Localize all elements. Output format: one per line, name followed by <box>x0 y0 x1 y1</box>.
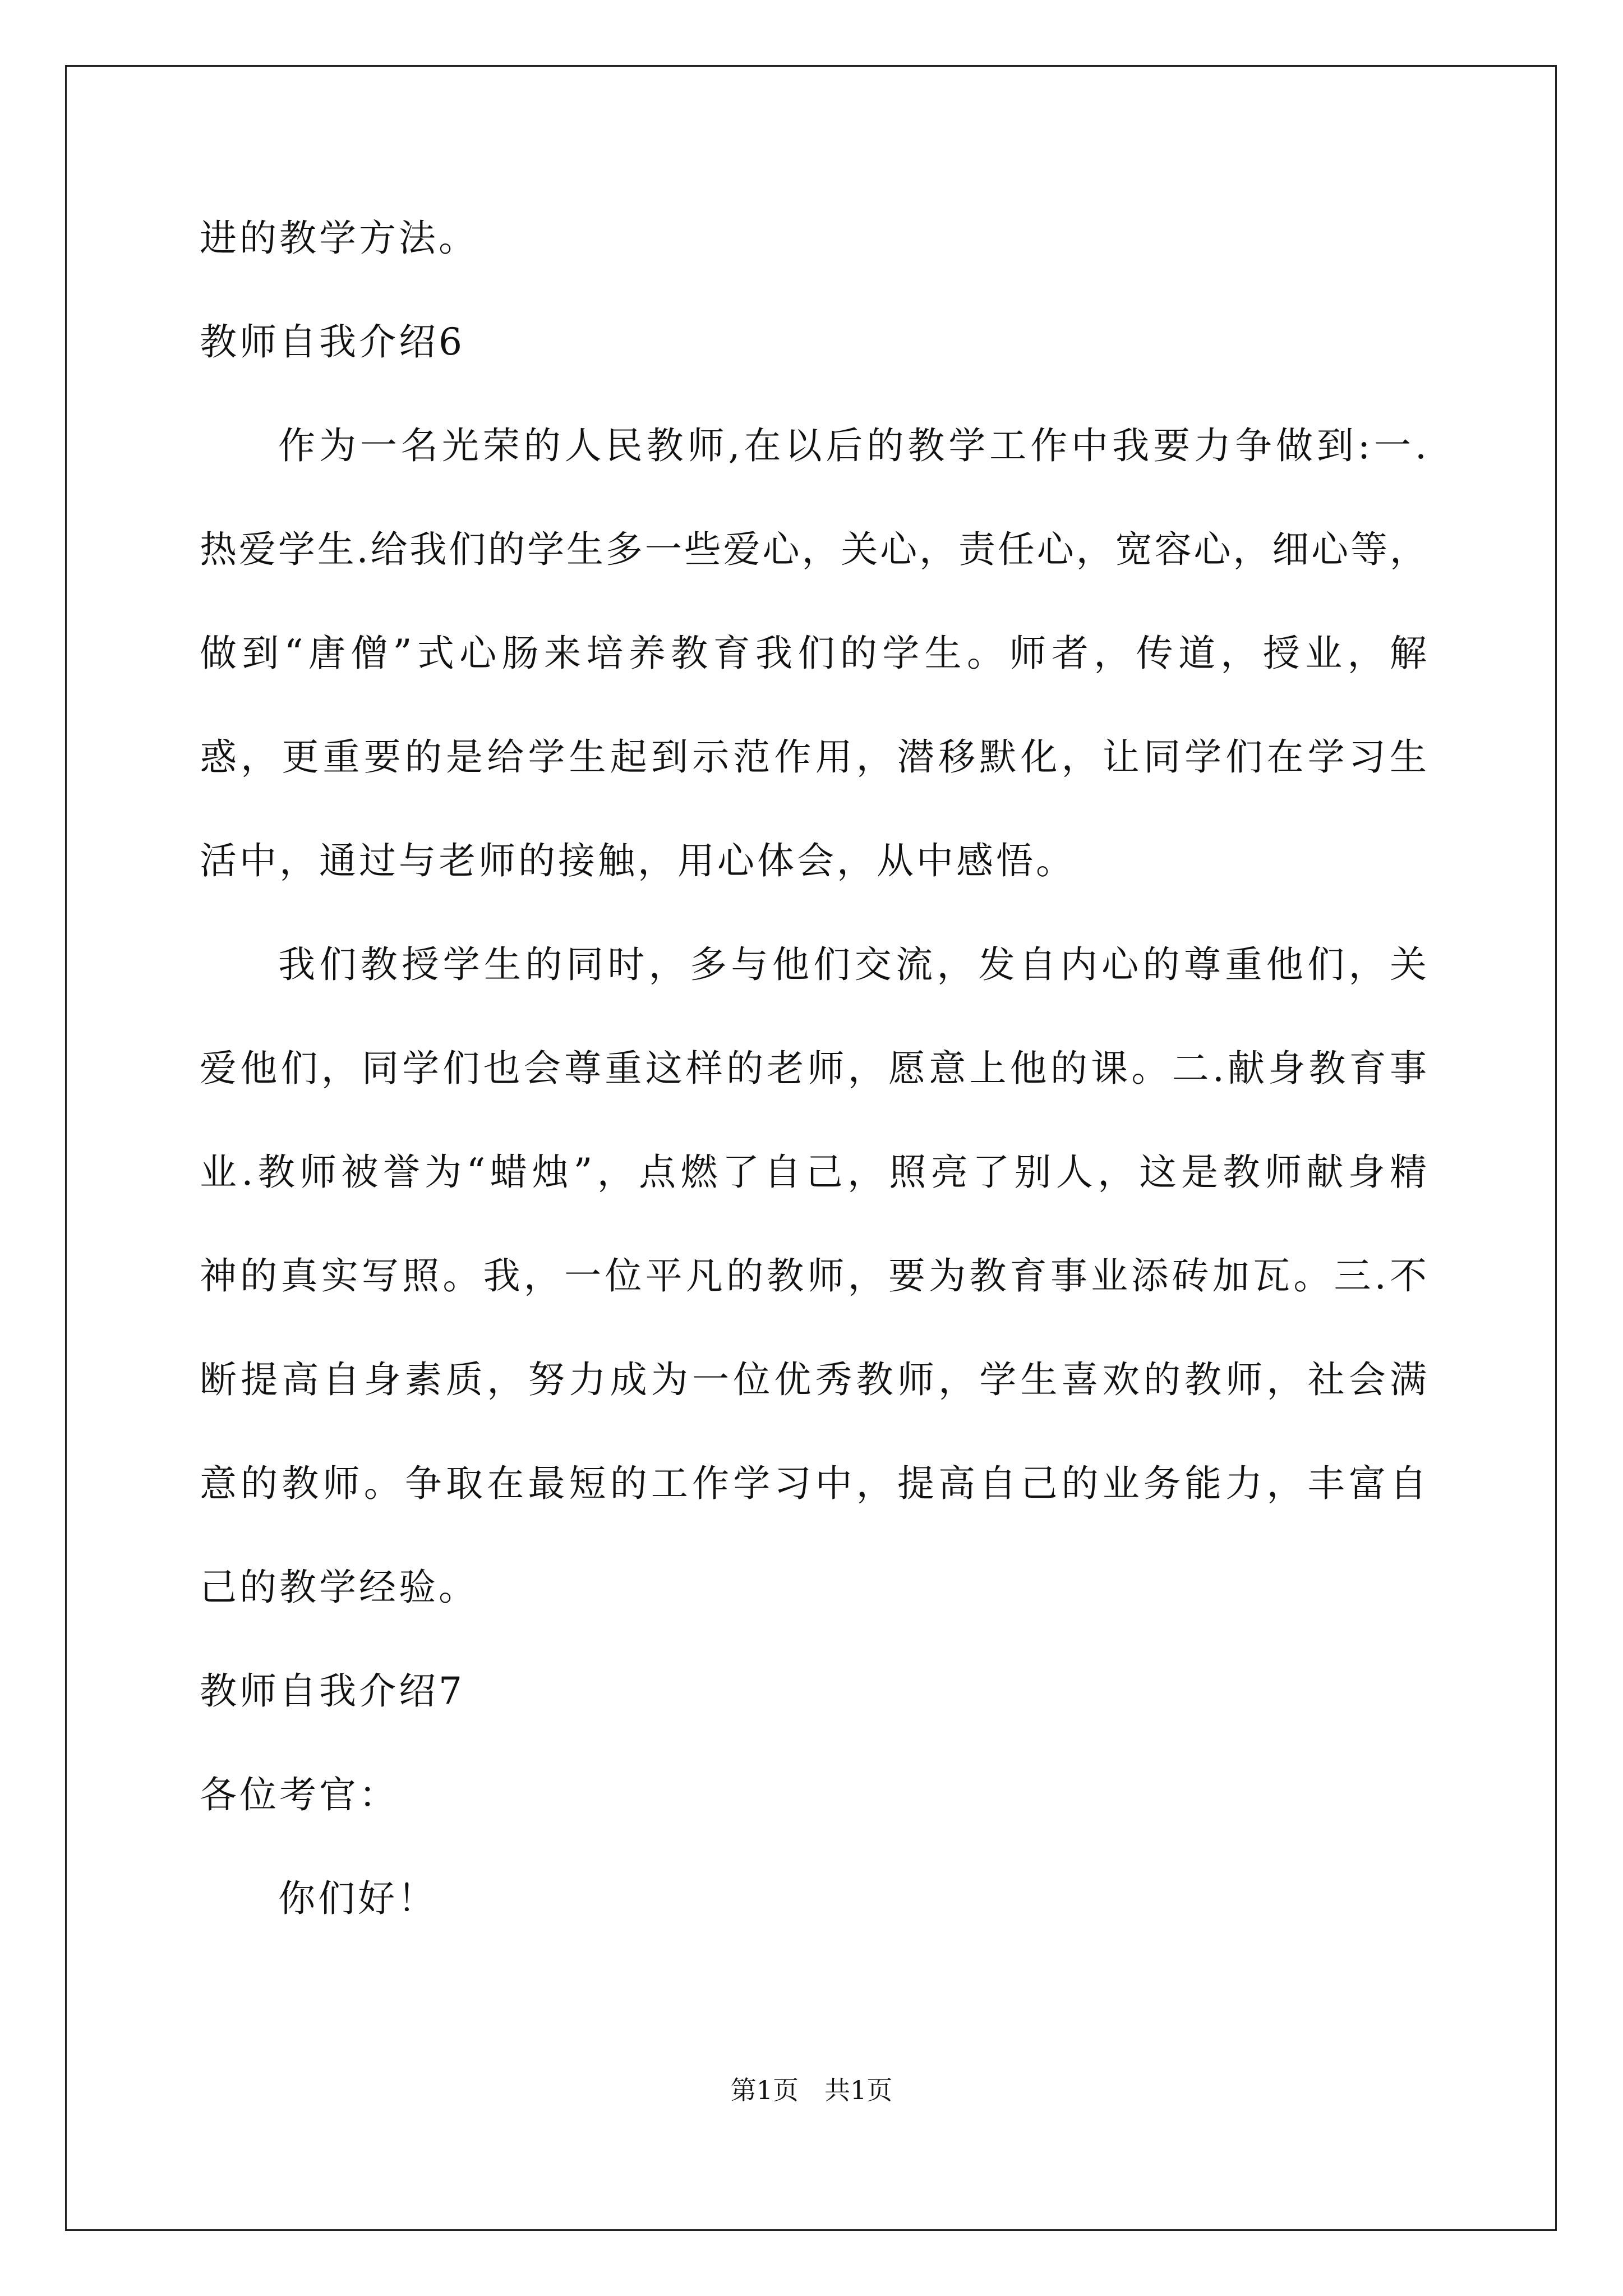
text-line: 神的真实写照。我，一位平凡的教师，要为教育事业添砖加瓦。三.不 <box>200 1254 1427 1297</box>
page-total: 共1页 <box>824 2075 893 2105</box>
page-footer <box>0 2073 1623 2107</box>
text-line: 热爱学生.给我们的学生多一些爱心，关心，责任心，宽容心，细心等， <box>200 528 1427 571</box>
text-line: 爱他们，同学们也会尊重这样的老师，愿意上他的课。二.献身教育事 <box>200 1047 1427 1090</box>
section-heading: 教师自我介绍7 <box>200 1669 465 1713</box>
text-line: 业.教师被誉为“蜡烛”，点燃了自己，照亮了别人，这是教师献身精 <box>200 1151 1427 1194</box>
text-line: 做到“唐僧”式心肠来培养教育我们的学生。师者，传道，授业，解 <box>200 632 1427 675</box>
text-line: 活中，通过与老师的接触，用心体会，从中感悟。 <box>200 839 1076 882</box>
text-line: 意的教师。争取在最短的工作学习中，提高自己的业务能力，丰富自 <box>200 1462 1427 1505</box>
text-line: 作为一名光荣的人民教师,在以后的教学工作中我要力争做到:一. <box>278 424 1427 467</box>
page-number: 第1页 <box>730 2075 799 2105</box>
text-line: 进的教学方法。 <box>200 217 478 260</box>
text-line: 你们好！ <box>278 1877 437 1920</box>
text-line: 各位考官： <box>200 1773 399 1816</box>
text-line: 惑，更重要的是给学生起到示范作用，潜移默化，让同学们在学习生 <box>200 735 1427 779</box>
text-line: 我们教授学生的同时，多与他们交流，发自内心的尊重他们，关 <box>278 943 1427 986</box>
text-line: 断提高自身素质，努力成为一位优秀教师，学生喜欢的教师，社会满 <box>200 1358 1427 1401</box>
section-heading: 教师自我介绍6 <box>200 320 465 364</box>
text-line: 己的教学经验。 <box>200 1566 478 1609</box>
